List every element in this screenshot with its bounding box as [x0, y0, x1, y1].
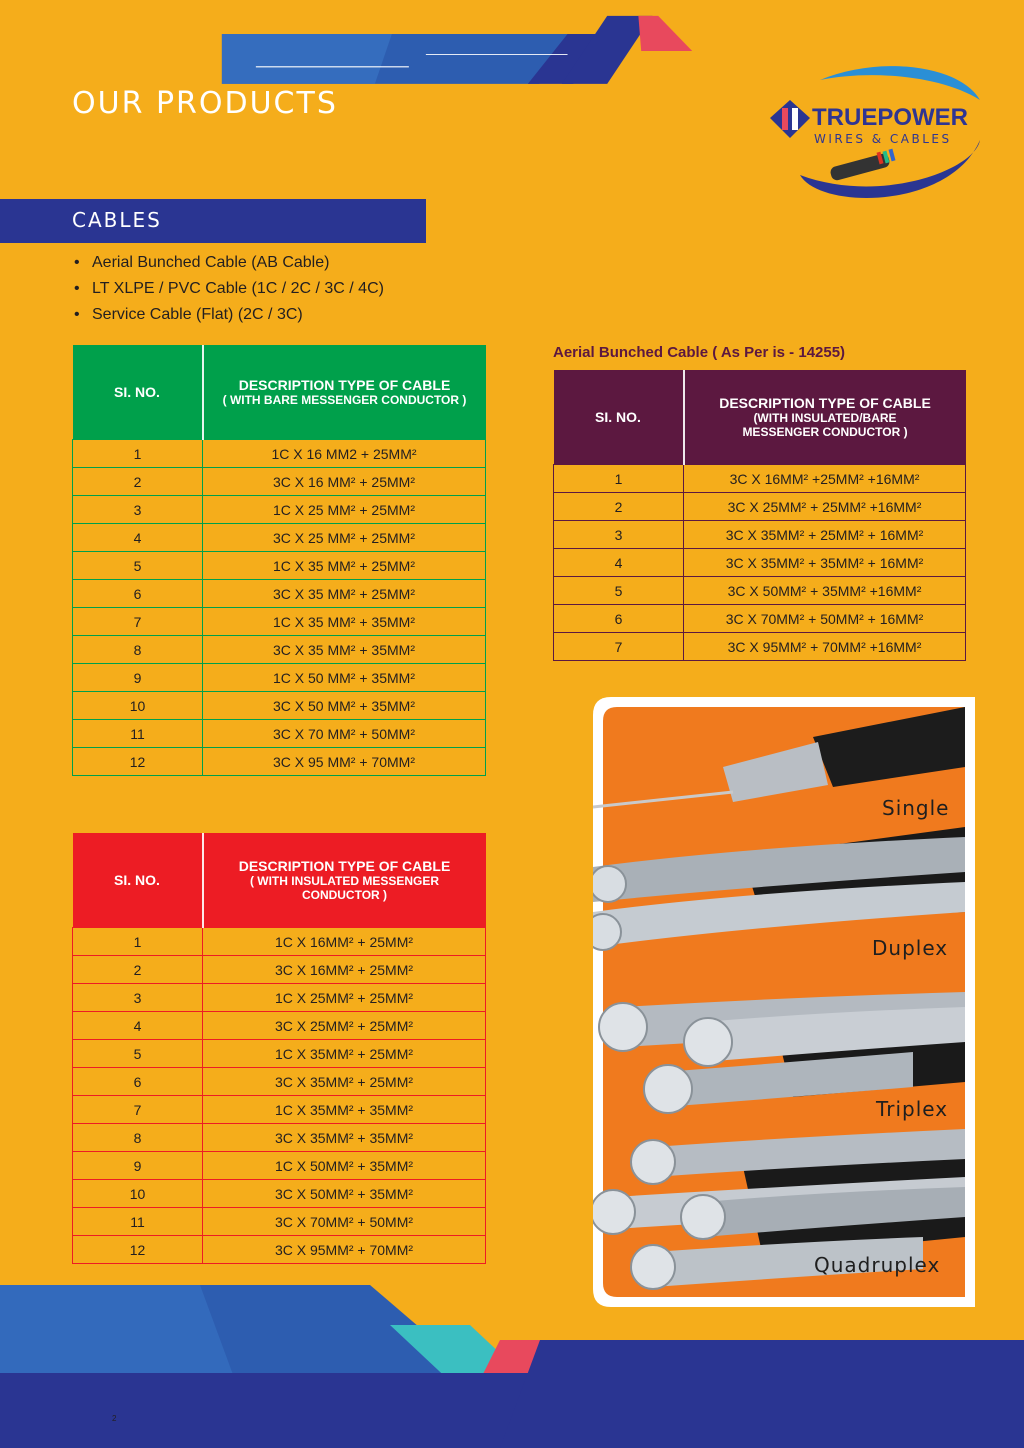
sl-no-cell: 5: [73, 1040, 203, 1068]
sl-no-cell: 1: [554, 465, 684, 493]
table-row: [554, 521, 966, 549]
header-title: DESCRIPTION TYPE OF CABLE: [238, 858, 451, 874]
insulated-messenger-table: [72, 833, 486, 1264]
table-row: [73, 956, 486, 984]
sl-no-cell: 5: [554, 577, 684, 605]
table-row: [73, 664, 486, 692]
header-subtitle: ( WITH INSULATED MESSENGER CONDUCTOR ): [249, 874, 440, 902]
logo-tagline: WIRES & CABLES: [814, 132, 952, 146]
description-cell: 1C X 25MM² + 25MM²: [203, 984, 486, 1012]
description-cell: 3C X 25MM² + 25MM² +16MM²: [684, 493, 966, 521]
sl-no-cell: 7: [554, 633, 684, 661]
page-title: OUR PRODUCTS: [72, 86, 338, 121]
table-row: [73, 1068, 486, 1096]
sl-no-cell: 9: [73, 664, 203, 692]
footer-band: [0, 1285, 1024, 1448]
column-header-sl-no: SI. NO.: [73, 833, 203, 928]
sl-no-cell: 7: [73, 608, 203, 636]
description-cell: 3C X 95MM² + 70MM²: [203, 1236, 486, 1264]
cable-types-illustration: [593, 697, 975, 1307]
sl-no-cell: 1: [73, 928, 203, 956]
description-cell: 3C X 35MM² + 25MM² + 16MM²: [684, 521, 966, 549]
description-cell: 3C X 35MM² + 35MM² + 16MM²: [684, 549, 966, 577]
sl-no-cell: 6: [554, 605, 684, 633]
sl-no-cell: 3: [73, 984, 203, 1012]
list-item: • LT XLPE / PVC Cable (1C / 2C / 3C / 4C): [74, 276, 384, 302]
description-cell: 1C X 35MM² + 35MM²: [203, 1096, 486, 1124]
description-cell: 1C X 25 MM² + 25MM²: [203, 496, 486, 524]
sl-no-cell: 6: [73, 1068, 203, 1096]
description-cell: 3C X 95MM² + 70MM² +16MM²: [684, 633, 966, 661]
cable-label-quadruplex: Quadruplex: [814, 1253, 941, 1277]
bare-messenger-table: [72, 345, 486, 776]
sl-no-cell: 2: [73, 956, 203, 984]
sl-no-cell: 8: [73, 636, 203, 664]
sl-no-cell: 4: [73, 1012, 203, 1040]
sl-no-cell: 3: [554, 521, 684, 549]
header-subtitle: ( WITH BARE MESSENGER CONDUCTOR ): [222, 393, 467, 407]
description-cell: 3C X 35MM² + 25MM²: [203, 1068, 486, 1096]
description-cell: 3C X 35MM² + 35MM²: [203, 1124, 486, 1152]
sl-no-cell: 2: [554, 493, 684, 521]
list-item: • Aerial Bunched Cable (AB Cable): [74, 250, 384, 276]
is14255-table: [553, 370, 966, 661]
table-row: [73, 1040, 486, 1068]
description-cell: 3C X 50 MM² + 35MM²: [203, 692, 486, 720]
header-title: DESCRIPTION TYPE OF CABLE: [719, 395, 931, 411]
sl-no-cell: 1: [73, 440, 203, 468]
sl-no-cell: 12: [73, 1236, 203, 1264]
description-cell: 3C X 50MM² + 35MM² +16MM²: [684, 577, 966, 605]
table-row: [73, 984, 486, 1012]
table-row: [73, 720, 486, 748]
description-cell: 3C X 70 MM² + 50MM²: [203, 720, 486, 748]
table-body: [554, 465, 966, 661]
table-row: [73, 748, 486, 776]
description-cell: 3C X 35 MM² + 25MM²: [203, 580, 486, 608]
table-row: [73, 636, 486, 664]
product-list: [74, 250, 384, 328]
list-item: • Service Cable (Flat) (2C / 3C): [74, 302, 384, 328]
table-row: [73, 496, 486, 524]
column-header-sl-no: SI. NO.: [554, 370, 684, 465]
table-row: [554, 633, 966, 661]
description-cell: 3C X 50MM² + 35MM²: [203, 1180, 486, 1208]
logo-brand: TRUEPOWER: [812, 104, 968, 131]
description-cell: 3C X 25 MM² + 25MM²: [203, 524, 486, 552]
column-header-description: [203, 833, 486, 928]
sl-no-cell: 9: [73, 1152, 203, 1180]
description-cell: 1C X 35MM² + 25MM²: [203, 1040, 486, 1068]
sl-no-cell: 2: [73, 468, 203, 496]
header-title: DESCRIPTION TYPE OF CABLE: [238, 377, 451, 393]
description-cell: 3C X 35 MM² + 35MM²: [203, 636, 486, 664]
page-number: 2: [112, 1414, 117, 1423]
description-cell: 3C X 70MM² + 50MM²: [203, 1208, 486, 1236]
is14255-table-title: Aerial Bunched Cable ( As Per is - 14255): [553, 344, 846, 361]
sl-no-cell: 11: [73, 1208, 203, 1236]
description-cell: 1C X 50 MM² + 35MM²: [203, 664, 486, 692]
sl-no-cell: 7: [73, 1096, 203, 1124]
table-row: [73, 1012, 486, 1040]
sl-no-cell: 8: [73, 1124, 203, 1152]
table-row: [554, 577, 966, 605]
table-body: [73, 928, 486, 1264]
table-row: [73, 1208, 486, 1236]
description-cell: 3C X 95 MM² + 70MM²: [203, 748, 486, 776]
table-body: [73, 440, 486, 776]
header-subtitle: (WITH INSULATED/BARE MESSENGER CONDUCTOR ): [742, 411, 908, 439]
description-cell: 1C X 35 MM² + 35MM²: [203, 608, 486, 636]
sl-no-cell: 5: [73, 552, 203, 580]
table-row: [73, 1124, 486, 1152]
cable-label-single: Single: [882, 796, 950, 820]
table-row: [554, 605, 966, 633]
section-banner: [0, 199, 426, 243]
sl-no-cell: 4: [554, 549, 684, 577]
sl-no-cell: 6: [73, 580, 203, 608]
column-header-description: [684, 370, 966, 465]
table-row: [73, 928, 486, 956]
description-cell: 1C X 35 MM² + 25MM²: [203, 552, 486, 580]
sl-no-cell: 10: [73, 692, 203, 720]
description-cell: 1C X 50MM² + 35MM²: [203, 1152, 486, 1180]
table-row: [73, 1096, 486, 1124]
table-row: [73, 608, 486, 636]
table-row: [73, 1180, 486, 1208]
table-row: [73, 1236, 486, 1264]
sl-no-cell: 10: [73, 1180, 203, 1208]
sl-no-cell: 12: [73, 748, 203, 776]
description-cell: 3C X 70MM² + 50MM² + 16MM²: [684, 605, 966, 633]
section-title: CABLES: [72, 208, 162, 232]
description-cell: 3C X 16MM² + 25MM²: [203, 956, 486, 984]
table-row: [554, 493, 966, 521]
cable-label-triplex: Triplex: [876, 1097, 949, 1121]
sl-no-cell: 4: [73, 524, 203, 552]
sl-no-cell: 3: [73, 496, 203, 524]
table-row: [73, 468, 486, 496]
column-header-sl-no: SI. NO.: [73, 345, 203, 440]
sl-no-cell: 11: [73, 720, 203, 748]
description-cell: 3C X 16 MM² + 25MM²: [203, 468, 486, 496]
table-row: [73, 552, 486, 580]
cable-label-duplex: Duplex: [872, 936, 949, 960]
description-cell: 3C X 25MM² + 25MM²: [203, 1012, 486, 1040]
description-cell: 3C X 16MM² +25MM² +16MM²: [684, 465, 966, 493]
table-row: [73, 1152, 486, 1180]
table-row: [73, 524, 486, 552]
table-row: [554, 465, 966, 493]
table-row: [554, 549, 966, 577]
column-header-description: [203, 345, 486, 440]
description-cell: 1C X 16MM² + 25MM²: [203, 928, 486, 956]
table-row: [73, 440, 486, 468]
table-row: [73, 580, 486, 608]
description-cell: 1C X 16 MM2 + 25MM²: [203, 440, 486, 468]
table-row: [73, 692, 486, 720]
